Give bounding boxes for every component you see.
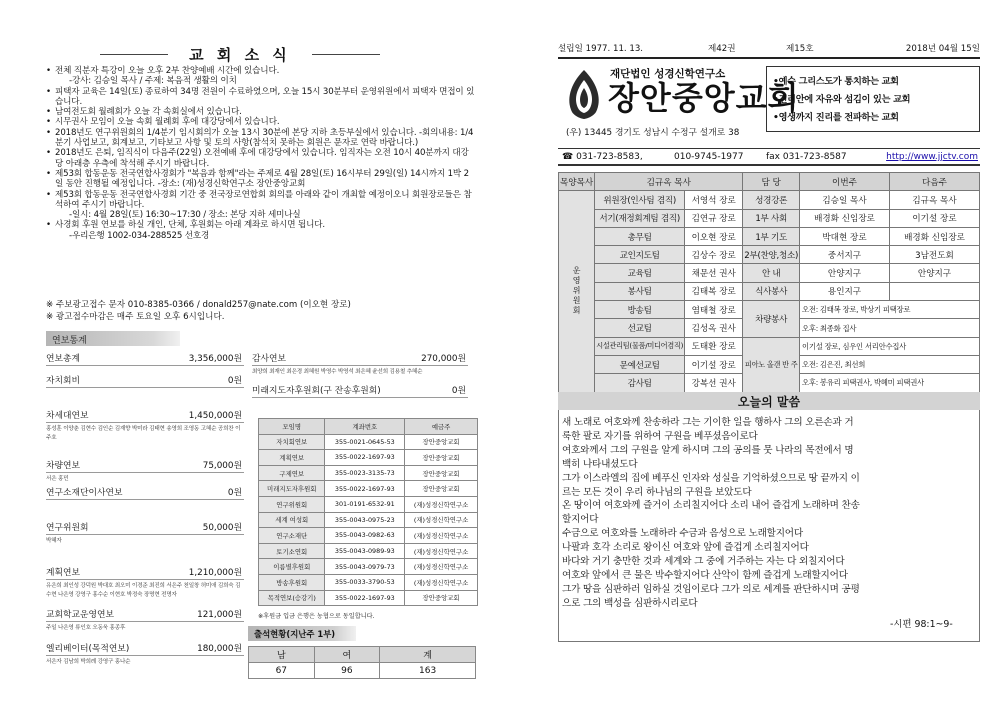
bank-group: 방송후원회 (259, 574, 325, 590)
attendance-male: 67 (249, 663, 315, 679)
duty-next-week (890, 282, 980, 300)
duty-next-week: 이기설 장로 (890, 209, 980, 227)
verse-line: 르는 모든 것이 우리 하나님의 구원을 보았도다 (562, 486, 752, 498)
attendance-banner: 출석현황(지난주 1부) (248, 626, 356, 641)
bank-account: 301-0191-6532-91 (325, 496, 405, 512)
issue-date: 2018년 04월 15일 (905, 44, 980, 54)
motto-box (766, 66, 980, 132)
news-title: 교 회 소 식 (100, 44, 380, 65)
motto-line: •진리안에 자유와 섬김이 있는 교회 (773, 94, 911, 105)
staff-table (558, 172, 980, 393)
finance-amount: 0원 (227, 376, 242, 386)
finance-amount: 1,210,000원 (188, 568, 242, 578)
finance-row (46, 355, 244, 366)
senior-pastor-name: 김규옥 목사 (595, 173, 743, 191)
staff-row (559, 301, 980, 319)
duty-header: 담 당 (743, 173, 800, 191)
volume-number: 제42권 (708, 44, 736, 54)
verse-line: 수금으로 여호와를 노래하라 수금과 음성으로 노래할지어다 (562, 528, 803, 540)
verse-text (562, 416, 976, 611)
duty-role: 성경강론 (743, 191, 800, 209)
piano-label: 피아노 올갠 반 주 (743, 337, 800, 392)
finance-label: 미래지도자후원회(구 잔송후원회) (252, 386, 381, 396)
finance-label: 교회학교운영연보 (46, 610, 114, 620)
bank-account: 355-0021-0645-53 (325, 434, 405, 450)
verse-line: 바다와 거기 충만한 것과 세계와 그 중에 거주하는 자는 다 외칠지어다 (562, 556, 845, 568)
right-page (500, 0, 1000, 708)
ad-contact-line: ※ 주보광고접수 문자 010-8385-0366 / donald257@nate.com (이오현 장로) (46, 300, 351, 310)
motto-line: •영생까지 진리를 전파하는 교회 (773, 112, 899, 123)
this-week-header: 이번주 (800, 173, 890, 191)
bank-holder: 장안중앙교회 (405, 450, 478, 466)
duty-role: 식사봉사 (743, 282, 800, 300)
news-item-detail: -강사: 김승일 목사 / 주제: 복음적 생활의 이치 (69, 76, 237, 87)
church-logo-icon (562, 66, 606, 120)
news-list (46, 66, 476, 241)
verse-line: 나팔과 호각 소리로 왕이신 여호와 앞에 즐겁게 소리칠지어다 (562, 542, 809, 554)
verse-line: 그가 땅을 심판하러 임하실 것임이로다 그가 의로 세계를 판단하시며 공평 (562, 583, 860, 595)
committee-side-text: 운영위원회 (572, 266, 582, 317)
committee-dept: 방송팀 (595, 301, 685, 319)
duty-this-week: 용인지구 (800, 282, 890, 300)
committee-member: 김성옥 권사 (685, 319, 743, 337)
duty-next-week: 김규옥 목사 (890, 191, 980, 209)
bank-row (259, 434, 478, 450)
bank-holder: 장안중앙교회 (405, 590, 478, 606)
committee-dept: 교인지도팀 (595, 246, 685, 264)
bank-header-holder: 예금주 (405, 419, 478, 435)
piano-afternoon: 오후: 봉유리 피택권사, 박혜미 피택권사 (800, 374, 980, 392)
established-date: 설립일 1977. 11. 13. (558, 44, 644, 54)
vehicle-afternoon: 오후: 최종화 집사 (800, 319, 980, 337)
news-item-text: 시무권사 모임이 오늘 속회 월례회 후에 대강당에서 있습니다. (55, 117, 280, 128)
duty-role: 1부 기도 (743, 227, 800, 245)
news-item-text: 전체 직분자 특강이 오늘 오후 2부 찬양예배 시간에 있습니다. (55, 66, 280, 76)
finance-label: 연구소재단이사연보 (46, 488, 123, 498)
finance-amount: 121,000원 (197, 610, 242, 620)
bank-group: 연구소재단 (259, 528, 325, 544)
news-item (46, 220, 476, 241)
staff-row (559, 264, 980, 282)
committee-dept: 문예선교팀 (595, 355, 685, 373)
verse-banner: 오늘의 말씀 (558, 392, 980, 410)
ad-deadline-line: ※ 광고접수마감은 매주 토요일 오후 6시입니다. (46, 312, 225, 322)
news-item (46, 148, 476, 169)
committee-member: 염태철 장로 (685, 301, 743, 319)
finance-row (46, 569, 244, 580)
bank-group: 이름별후원회 (259, 559, 325, 575)
finance-banner: 연보통계 (46, 331, 180, 346)
finance-label: 엘리베이터(목적연보) (46, 644, 130, 654)
news-item-text: 2018년도 연구위원회의 1/4분기 임시회의가 오늘 13시 30분에 본당 지하 초등부실에서 있습니다. -회의내용: 1/4분기 사업보고, 회계보고, 기타보고 사항 및 토의 사항(참석치 못하는 회원은 문자로 연락 바랍니다.) (55, 127, 474, 149)
staff-row (559, 282, 980, 300)
bank-holder: 장안중앙교회 (405, 465, 478, 481)
finance-amount: 50,000원 (202, 523, 242, 533)
piano-first: 이기설 장로, 심우인 서리안수집사 (800, 337, 980, 355)
mobile-number: 010-9745-1977 (674, 152, 744, 162)
finance-label: 연구위원회 (46, 523, 89, 533)
staff-row (559, 337, 980, 355)
verse-line: 여호와께서 그의 구원을 알게 하시며 그의 공의를 뭇 나라의 목전에서 명 (562, 444, 854, 456)
bank-note: ※후원금 입금 은행은 농협으로 동일합니다. (258, 613, 375, 620)
committee-member: 도태환 장로 (685, 337, 743, 355)
committee-dept: 선교팀 (595, 319, 685, 337)
attendance-header-female: 여 (314, 647, 380, 663)
news-item (46, 190, 476, 221)
verse-line: 할지어다 (562, 514, 599, 526)
verse-line: 온 땅이여 여호와께 즐거이 소리칠지어다 소리 내어 즐겁게 노래하며 찬송 (562, 500, 860, 512)
news-item-text: 피택자 교육은 14일(토) 종료하여 34명 전원이 수료하였으며, 오늘 15시 30분부터 운영위원에서 피택자 면접이 있습니다. (55, 86, 475, 107)
bank-account: 355-0043-0989-93 (325, 543, 405, 559)
bank-group: 토기소연회 (259, 543, 325, 559)
finance-donors: 주일 나은영 류인호 오동욱 홍종후 (46, 625, 126, 631)
staff-row (559, 209, 980, 227)
bank-account: 355-0033-3790-53 (325, 574, 405, 590)
staff-row (559, 191, 980, 209)
verse-reference: -시편 98:1~9- (890, 619, 953, 630)
issue-number: 제15호 (786, 44, 814, 54)
finance-label: 차량연보 (46, 461, 80, 471)
contact-bar (558, 148, 980, 166)
finance-row (46, 645, 244, 656)
committee-dept: 시설관리팀(물품/미디어겸직) (595, 337, 685, 355)
verse-line: 룩한 팔로 자기를 위하여 구원을 베푸셨음이로다 (562, 430, 758, 442)
bank-group: 세계 여성회 (259, 512, 325, 528)
finance-amount: 75,000원 (202, 461, 242, 471)
finance-row (46, 489, 244, 500)
finance-row (252, 355, 468, 366)
attendance-female: 96 (314, 663, 380, 679)
website-link[interactable]: http://www.jjctv.com (886, 152, 978, 162)
bank-holder: 장안중앙교회 (405, 434, 478, 450)
finance-label: 감사연보 (252, 354, 286, 364)
finance-row (46, 524, 244, 535)
finance-amount: 1,450,000원 (188, 411, 242, 421)
finance-donors: 홍성훈 이양춘 김현수 김인순 김재향 박미라 김태현 송영희 조영동 고혜순 공희찬 이주호 (46, 426, 241, 441)
verse-line: 여호와 앞에서 큰 물은 박수할지어다 산악이 함께 즐겁게 노래할지어다 (562, 569, 848, 581)
finance-amount: 180,000원 (197, 644, 242, 654)
bank-row (259, 481, 478, 497)
news-item-text: 제53회 합동운동 전국연합사경회 기간 중 전국장로연합회 회의를 아래와 같이 개최할 예정이오니 회원장로들은 참석하여 주시기 바랍니다. (55, 189, 472, 210)
news-item-detail: -일시: 4월 28일(토) 16:30~17:30 / 장소: 본당 지하 세미나실 (69, 210, 301, 221)
bank-row (259, 465, 478, 481)
finance-donors: 유은희 최인성 강덕원 박대호 최오미 이경준 최진희 서은주 천일창 허미애 김희숙 김수현 나은영 강영구 홍수순 이현호 박정숙 장명현 전명자 (46, 583, 241, 598)
verse-line: 백히 나타내셨도다 (562, 458, 638, 470)
bank-holder: (재)성경신학연구소 (405, 528, 478, 544)
committee-member: 채문선 권사 (685, 264, 743, 282)
duty-role: 2부(찬양,청소) (743, 246, 800, 264)
finance-donors: 박혜자 (46, 538, 62, 544)
foundation-name: 재단법인 성경신학연구소 (610, 68, 726, 80)
bank-holder: (재)성경신학연구소 (405, 559, 478, 575)
duty-this-week: 박대현 장로 (800, 227, 890, 245)
finance-row (252, 387, 468, 398)
phone-number: ☎ 031-723-8583, (562, 152, 643, 162)
finance-amount: 3,356,000원 (188, 354, 242, 364)
vehicle-label: 차량봉사 (743, 301, 800, 338)
bank-account: 355-0043-0975-23 (325, 512, 405, 528)
committee-member: 김연규 장로 (685, 209, 743, 227)
finance-row (46, 412, 244, 423)
finance-donors: 최양희 최재인 최은경 최혜원 박영수 박영석 최은혜 윤선희 김용철 추혜순 (252, 369, 423, 375)
bank-row (259, 512, 478, 528)
committee-member: 서영석 장로 (685, 191, 743, 209)
bank-holder: 장안중앙교회 (405, 481, 478, 497)
committee-dept: 총무팀 (595, 227, 685, 245)
bank-header-group: 모임명 (259, 419, 325, 435)
bank-row (259, 496, 478, 512)
finance-amount: 270,000원 (421, 354, 466, 364)
bank-row (259, 450, 478, 466)
masthead-strip (558, 42, 980, 56)
duty-next-week: 3남전도회 (890, 246, 980, 264)
bank-row (259, 590, 478, 606)
bank-account: 355-0043-0979-73 (325, 559, 405, 575)
attendance-header-male: 남 (249, 647, 315, 663)
bank-holder: (재)성경신학연구소 (405, 496, 478, 512)
news-item (46, 169, 476, 190)
verse-line: 그가 이스라엘의 집에 베푸신 인자와 성실을 기억하셨으므로 땅 끝까지 이 (562, 472, 860, 484)
news-item-text: 사경회 후원 연보를 하실 개인, 단체, 후원회는 아래 계좌로 하시면 됩니다. (55, 220, 325, 231)
bank-account: 355-0023-3135-73 (325, 465, 405, 481)
committee-dept: 서기(재정회계팀 겸직) (595, 209, 685, 227)
verse-line: 새 노래로 여호와께 찬송하라 그는 기이한 일을 행하사 그의 오른손과 거 (562, 417, 854, 428)
staff-row (559, 246, 980, 264)
committee-dept: 위원장(인사팀 겸직) (595, 191, 685, 209)
duty-this-week: 안양지구 (800, 264, 890, 282)
bank-group: 계획연보 (259, 450, 325, 466)
committee-dept: 교육팀 (595, 264, 685, 282)
bank-account-table (258, 418, 478, 606)
masthead-rule (558, 57, 980, 59)
committee-member: 이오현 장로 (685, 227, 743, 245)
attendance-table (248, 646, 476, 679)
finance-label: 차세대연보 (46, 411, 89, 421)
news-item (46, 87, 476, 108)
senior-pastor-label: 목양목사 (559, 173, 595, 191)
committee-member: 강복선 권사 (685, 374, 743, 392)
vehicle-morning: 오전: 김태복 장로, 박상기 피택장로 (800, 301, 980, 319)
news-item-detail: -우리은행 1002-034-288525 선호경 (69, 230, 210, 241)
church-address: (우) 13445 경기도 성남시 수정구 설개로 38 (566, 128, 740, 138)
news-item-text: 2018년도 은퇴, 임직식이 다음주(22일) 오전예배 후에 대강당에서 있습니다. 임직자는 오전 10시 40분까지 대강당 아래층 우측에 착석해 주시기 바랍니다. (55, 148, 469, 169)
ad-contact (46, 299, 476, 323)
finance-label: 계획연보 (46, 568, 80, 578)
news-item (46, 117, 476, 127)
news-item (46, 107, 476, 117)
bank-account: 355-0043-0982-63 (325, 528, 405, 544)
bank-account: 355-0022-1697-93 (325, 450, 405, 466)
fax-number: fax 031-723-8587 (766, 152, 847, 162)
committee-dept: 감사팀 (595, 374, 685, 392)
finance-amount: 0원 (451, 386, 466, 396)
committee-member: 김상수 장로 (685, 246, 743, 264)
attendance-header-total: 계 (380, 647, 476, 663)
bank-group: 자치회연보 (259, 434, 325, 450)
finance-label: 자치회비 (46, 376, 80, 386)
finance-row (46, 377, 244, 388)
duty-next-week: 배경화 신임장로 (890, 227, 980, 245)
bank-account: 355-0022-1697-93 (325, 590, 405, 606)
committee-member: 이기설 장로 (685, 355, 743, 373)
finance-donors: 서은 홍민 (46, 476, 69, 482)
verse-line: 으로 그의 백성을 심판하시리로다 (562, 597, 698, 609)
news-item (46, 66, 476, 87)
duty-next-week: 안양지구 (890, 264, 980, 282)
bank-holder: (재)성경신학연구소 (405, 543, 478, 559)
finance-row (46, 611, 244, 622)
bank-row (259, 528, 478, 544)
committee-member: 김태복 장로 (685, 282, 743, 300)
bank-header-account: 계좌번호 (325, 419, 405, 435)
duty-this-week: 배경화 신임장로 (800, 209, 890, 227)
bank-group: 목적연보(승강기) (259, 590, 325, 606)
next-week-header: 다음주 (890, 173, 980, 191)
finance-row (46, 462, 244, 473)
finance-amount: 0원 (227, 488, 242, 498)
duty-this-week: 김승일 목사 (800, 191, 890, 209)
bank-holder: (재)성경신학연구소 (405, 574, 478, 590)
duty-role: 1부 사회 (743, 209, 800, 227)
finance-donors: 서은자 김남희 박희례 강영구 홍나순 (46, 659, 131, 665)
finance-label: 연보총계 (46, 354, 80, 364)
motto-line: •예수 그리스도가 통치하는 교회 (773, 76, 899, 87)
news-item-text: 남여전도회 월례회가 오늘 각 속회실에서 있습니다. (55, 107, 242, 118)
committee-side-label (559, 191, 595, 392)
duty-role: 안 내 (743, 264, 800, 282)
bank-row (259, 574, 478, 590)
duty-this-week: 중서지구 (800, 246, 890, 264)
bank-group: 연구위원회 (259, 496, 325, 512)
bank-group: 구제연보 (259, 465, 325, 481)
bank-holder: (재)성경신학연구소 (405, 512, 478, 528)
bank-row (259, 559, 478, 575)
news-item-text: 제53회 합동운동 전국연합사경회가 "복음과 함께"라는 주제로 4월 28일(토) 16시부터 29일(일) 14시까지 1박 2일 동안 진행될 예정입니다. -장소: (재)성경신학연구소 장안중앙교회 (55, 168, 469, 190)
news-item (46, 128, 476, 149)
committee-dept: 봉사팀 (595, 282, 685, 300)
piano-morning: 오전: 김은진, 최선희 (800, 355, 980, 373)
staff-row (559, 227, 980, 245)
church-name: 장안중앙교회 (608, 79, 800, 117)
bank-row (259, 543, 478, 559)
bank-group: 미래지도자후원회 (259, 481, 325, 497)
bank-account: 355-0022-1697-93 (325, 481, 405, 497)
attendance-total: 163 (380, 663, 476, 679)
